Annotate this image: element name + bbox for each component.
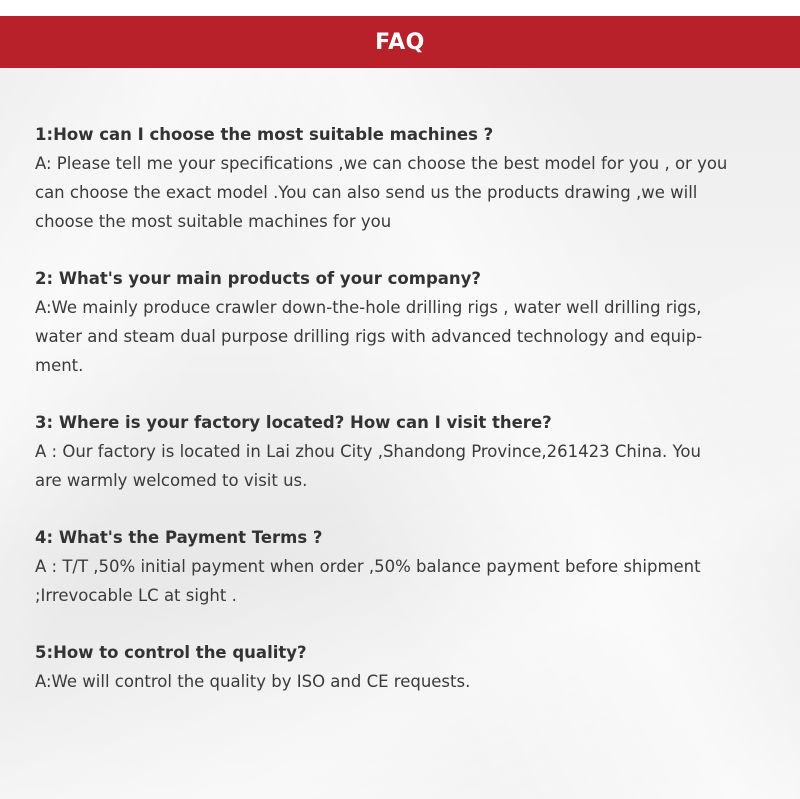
faq-spacer [35, 610, 775, 638]
faq-question: 2: What's your main products of your company? [35, 269, 481, 288]
faq-item-1 [35, 120, 775, 236]
faq-question: 3: Where is your factory located? How can I visit there? [35, 413, 552, 432]
faq-answer-line: A : Our factory is located in Lai zhou City ,Shandong Province,261423 China. You [35, 442, 701, 461]
faq-item-4 [35, 523, 775, 610]
page-title: FAQ [375, 29, 425, 55]
faq-answer-line: ;Irrevocable LC at sight . [35, 586, 237, 605]
faq-answer-line: A:We mainly produce crawler down-the-hole drilling rigs , water well drilling rigs, [35, 298, 702, 317]
faq-list [35, 120, 775, 696]
faq-item-2 [35, 264, 775, 380]
faq-question: 4: What's the Payment Terms ? [35, 528, 323, 547]
faq-spacer [35, 380, 775, 408]
faq-question: 1:How can I choose the most suitable machines ? [35, 125, 494, 144]
faq-item-3 [35, 408, 775, 495]
faq-answer-line: water and steam dual purpose drilling rigs with advanced technology and equip- [35, 327, 703, 346]
faq-banner [0, 16, 800, 68]
faq-answer-line: A:We will control the quality by ISO and CE requests. [35, 672, 471, 691]
faq-answer-line: are warmly welcomed to visit us. [35, 471, 308, 490]
faq-answer-line: ment. [35, 356, 84, 375]
faq-question: 5:How to control the quality? [35, 643, 307, 662]
faq-answer-line: can choose the exact model .You can also send us the products drawing ,we will [35, 183, 698, 202]
faq-spacer [35, 495, 775, 523]
faq-item-5 [35, 638, 775, 696]
top-strip [0, 0, 800, 16]
faq-answer-line: choose the most suitable machines for you [35, 212, 392, 231]
faq-answer-line: A : T/T ,50% initial payment when order ,50% balance payment before shipment [35, 557, 701, 576]
faq-spacer [35, 236, 775, 264]
faq-answer-line: A: Please tell me your specifications ,we can choose the best model for you , or you [35, 154, 728, 173]
